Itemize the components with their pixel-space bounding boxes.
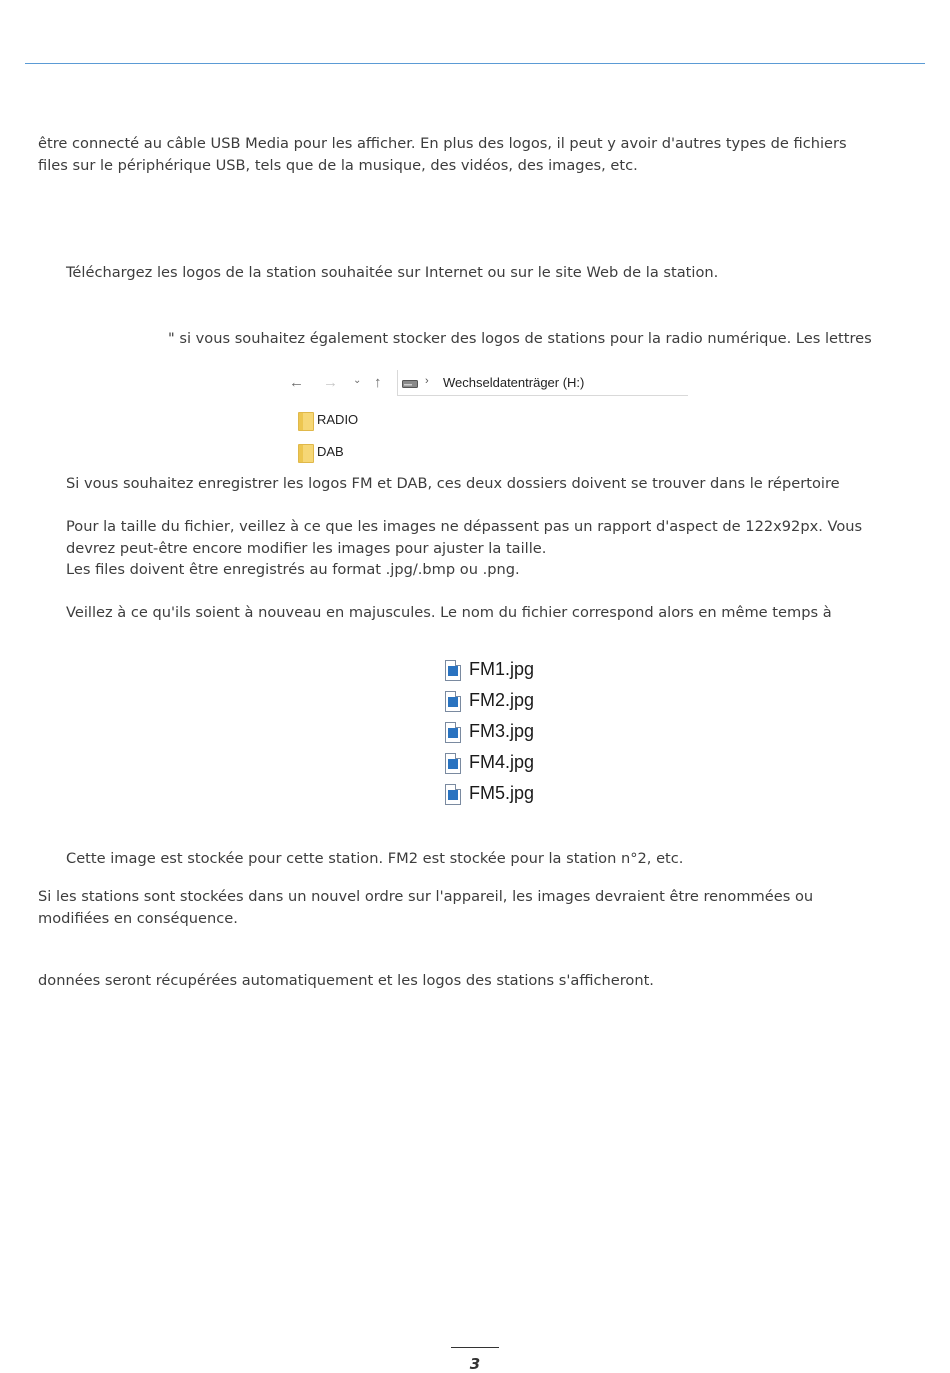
reorder-line-2: modifiées en conséquence.: [38, 909, 238, 927]
footer-rule: [451, 1347, 499, 1348]
back-arrow-icon: ←: [289, 374, 304, 391]
auto-paragraph: données seront récupérées automatiquement et les logos des stations s'afficheront.: [38, 972, 654, 989]
chevron-down-icon: ⌄: [353, 375, 362, 386]
drive-icon: [402, 379, 418, 389]
folder-label: RADIO: [317, 412, 359, 427]
up-arrow-icon: ↑: [374, 374, 382, 391]
page-number: 3: [469, 1355, 481, 1373]
file-size-paragraph: [66, 516, 862, 581]
image-file-icon: [445, 753, 461, 774]
file-name: FM1.jpg: [469, 659, 535, 679]
uppercase-paragraph: Veillez à ce qu'ils soient à nouveau en majuscules. Le nom du fichier correspond alors en même temps à: [66, 604, 832, 621]
image-file-icon: [445, 722, 461, 743]
file-size-line-2: devrez peut-être encore modifier les images pour ajuster la taille.: [66, 539, 547, 557]
file-size-line-3: Les files doivent être enregistrés au format .jpg/.bmp ou .png.: [66, 561, 520, 578]
address-bar: [397, 370, 688, 396]
folder-icon: [298, 444, 314, 463]
file-name: FM5.jpg: [469, 783, 535, 803]
dab-folder-paragraph: " si vous souhaitez également stocker des logos de stations pour la radio numérique. Les lettres: [168, 330, 872, 347]
save-both-paragraph: Si vous souhaitez enregistrer les logos FM et DAB, ces deux dossiers doivent se trouver dans le répertoire: [66, 475, 840, 492]
folder-label: DAB: [317, 444, 344, 459]
reorder-paragraph: [38, 886, 813, 929]
reorder-line-1: Si les stations sont stockées dans un nouvel ordre sur l'appareil, les images devraient être renommées ou: [38, 888, 814, 905]
address-text: Wechseldatenträger (H:): [443, 375, 585, 390]
forward-arrow-icon: →: [323, 374, 338, 391]
header-rule: [25, 63, 925, 64]
folder-icon: [298, 412, 314, 431]
file-name: FM3.jpg: [469, 721, 535, 741]
chevron-right-icon: ›: [425, 375, 429, 387]
image-file-icon: [445, 660, 461, 681]
intro-line-1: être connecté au câble USB Media pour les afficher. En plus des logos, il peut y avoir d'autres types de fichiers: [38, 135, 847, 152]
intro-paragraph: [38, 133, 847, 176]
explorer-screenshot: [285, 368, 695, 468]
intro-line-2: files sur le périphérique USB, tels que de la musique, des vidéos, des images, etc.: [38, 156, 638, 174]
download-paragraph: Téléchargez les logos de la station souhaitée sur Internet ou sur le site Web de la station.: [66, 264, 719, 281]
station-image-paragraph: Cette image est stockée pour cette station. FM2 est stockée pour la station n°2, etc.: [66, 850, 684, 867]
file-name: FM4.jpg: [469, 752, 535, 772]
file-name: FM2.jpg: [469, 690, 535, 710]
image-file-icon: [445, 784, 461, 805]
image-file-icon: [445, 691, 461, 712]
file-size-line-1: Pour la taille du fichier, veillez à ce que les images ne dépassent pas un rapport d'aspect de 122x92px. Vous: [66, 518, 863, 535]
